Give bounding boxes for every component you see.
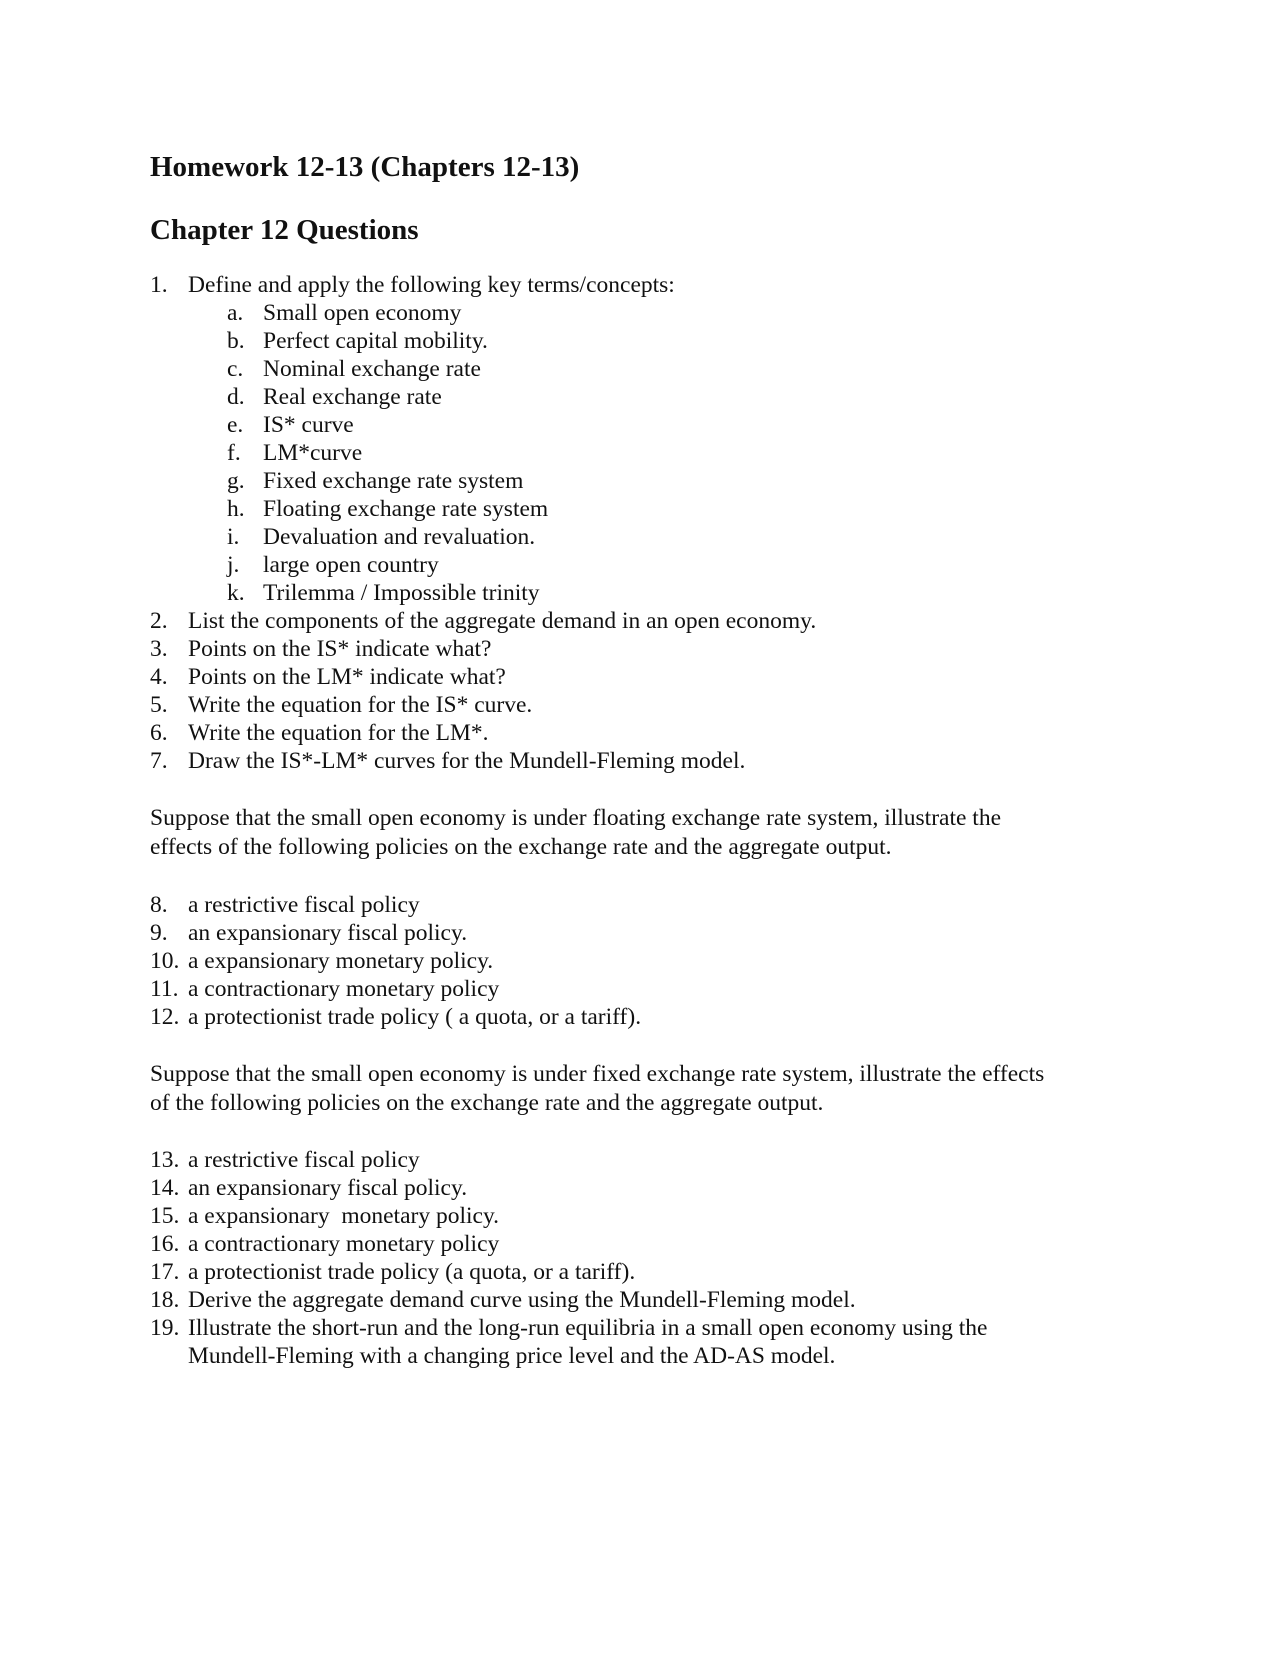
subitem-letter: b. xyxy=(227,328,245,354)
subitem-text: Trilemma / Impossible trinity xyxy=(263,580,540,606)
question-number: 6. xyxy=(150,720,168,746)
question-number: 17. xyxy=(150,1259,180,1285)
subitem-letter: j. xyxy=(227,552,240,578)
question-text: a protectionist trade policy ( a quota, or a tariff). xyxy=(188,1004,642,1030)
subitem-letter: a. xyxy=(227,300,244,326)
question-number: 16. xyxy=(150,1231,180,1257)
question-text: an expansionary fiscal policy. xyxy=(188,920,468,946)
question-number: 10. xyxy=(150,948,180,974)
subitem-text: Nominal exchange rate xyxy=(263,356,481,382)
question-text: a expansionary monetary policy. xyxy=(188,1203,500,1229)
question-number: 1. xyxy=(150,272,168,298)
subitem-letter: d. xyxy=(227,384,245,410)
question-text: Illustrate the short-run and the long-run equilibria in a small open economy using the xyxy=(188,1315,988,1341)
question-number: 13. xyxy=(150,1147,180,1173)
intro-line: Suppose that the small open economy is under floating exchange rate system, illustrate the xyxy=(150,805,1002,831)
question-text: Points on the IS* indicate what? xyxy=(188,636,492,662)
question-text: a contractionary monetary policy xyxy=(188,1231,500,1257)
fixed-exchange-intro xyxy=(150,1060,1150,1117)
question-text: Write the equation for the LM*. xyxy=(188,720,489,746)
question-number: 2. xyxy=(150,608,168,634)
question-text: a contractionary monetary policy xyxy=(188,976,500,1002)
subitem-letter: g. xyxy=(227,468,245,494)
question-number: 18. xyxy=(150,1287,180,1313)
question-text: Draw the IS*-LM* curves for the Mundell-Fleming model. xyxy=(188,748,746,774)
question-number: 9. xyxy=(150,920,168,946)
question-number: 19. xyxy=(150,1315,180,1341)
question-number: 11. xyxy=(150,976,179,1002)
question-text: a restrictive fiscal policy xyxy=(188,892,420,918)
question-number: 12. xyxy=(150,1004,180,1030)
question-text: Mundell-Fleming with a changing price level and the AD-AS model. xyxy=(188,1343,836,1369)
question-number: 7. xyxy=(150,748,168,774)
subitem-text: Real exchange rate xyxy=(263,384,442,410)
question-text: a expansionary monetary policy. xyxy=(188,948,494,974)
question-text: a restrictive fiscal policy xyxy=(188,1147,420,1173)
intro-line: Suppose that the small open economy is under fixed exchange rate system, illustrate the effects xyxy=(150,1061,1045,1087)
question-number: 14. xyxy=(150,1175,180,1201)
subitem-letter: h. xyxy=(227,496,245,522)
question-number: 3. xyxy=(150,636,168,662)
subitem-letter: c. xyxy=(227,356,244,382)
question-number: 4. xyxy=(150,664,168,690)
question-number: 5. xyxy=(150,692,168,718)
subitem-letter: e. xyxy=(227,412,244,438)
question-text: Define and apply the following key terms/concepts: xyxy=(188,272,675,298)
question-text: a protectionist trade policy (a quota, or a tariff). xyxy=(188,1259,636,1285)
question-text: List the components of the aggregate demand in an open economy. xyxy=(188,608,817,634)
subitem-text: Devaluation and revaluation. xyxy=(263,524,536,550)
floating-exchange-intro xyxy=(150,804,1150,861)
subitem-text: IS* curve xyxy=(263,412,354,438)
question-text: an expansionary fiscal policy. xyxy=(188,1175,468,1201)
question-number: 15. xyxy=(150,1203,180,1229)
subitem-letter: k. xyxy=(227,580,245,606)
question-text: Derive the aggregate demand curve using the Mundell-Fleming model. xyxy=(188,1287,856,1313)
document-title: Homework 12-13 (Chapters 12-13) xyxy=(150,151,580,183)
subitem-letter: i. xyxy=(227,524,240,550)
subitem-text: Floating exchange rate system xyxy=(263,496,549,522)
subitem-text: Fixed exchange rate system xyxy=(263,468,524,494)
subitem-text: LM*curve xyxy=(263,440,363,466)
question-text: Write the equation for the IS* curve. xyxy=(188,692,533,718)
intro-line: of the following policies on the exchange rate and the aggregate output. xyxy=(150,1089,824,1116)
chapter-heading: Chapter 12 Questions xyxy=(150,214,419,246)
subitem-letter: f. xyxy=(227,440,241,466)
subitem-text: Small open economy xyxy=(263,300,462,326)
question-text: Points on the LM* indicate what? xyxy=(188,664,506,690)
intro-line: effects of the following policies on the exchange rate and the aggregate output. xyxy=(150,833,892,860)
subitem-text: large open country xyxy=(263,552,439,578)
subitem-text: Perfect capital mobility. xyxy=(263,328,488,354)
question-number: 8. xyxy=(150,892,168,918)
